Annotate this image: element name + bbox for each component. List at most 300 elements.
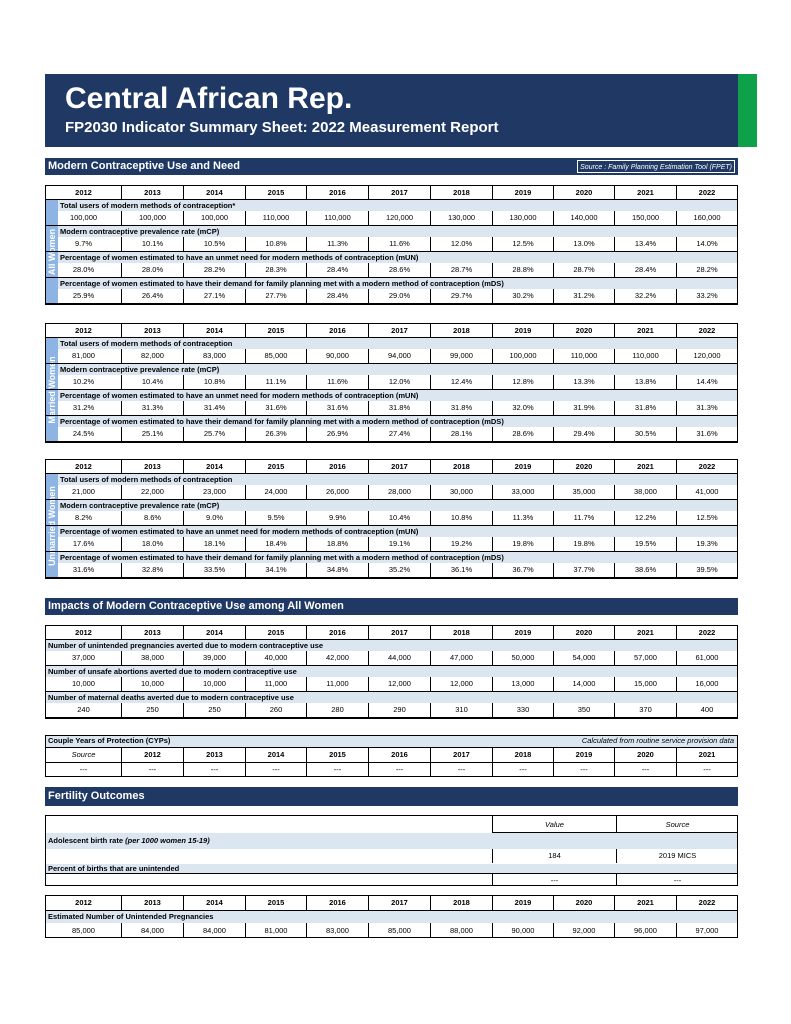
indicator-label: Modern contraceptive prevalence rate (mCP) (60, 501, 220, 510)
value-2014: 33.5% (183, 563, 245, 578)
year-header-2016: 2016 (306, 626, 368, 640)
section-bar-impacts (45, 598, 738, 615)
value-2020: 13.3% (553, 375, 614, 390)
value-2019: 13,000 (492, 677, 553, 692)
value-2017: 28.6% (368, 263, 430, 278)
abr-source: 2019 MICS (616, 849, 738, 863)
group-table-unmarried-women (45, 459, 738, 579)
value-2014: 25.7% (183, 427, 245, 442)
unintended-label: Percent of births that are unintended (48, 864, 180, 873)
year-header-2022: 2022 (676, 896, 737, 911)
cyp-header-4: 2015 (306, 748, 368, 763)
year-header-2020: 2020 (553, 896, 614, 911)
value-2019: 12.8% (492, 375, 553, 390)
est-value-2018: 88,000 (430, 923, 492, 938)
year-header-2018: 2018 (430, 896, 492, 911)
indicator-label: Modern contraceptive prevalence rate (mCP) (60, 365, 220, 374)
value-2015: 26.3% (245, 427, 306, 442)
indicator-value-row (46, 563, 737, 578)
value-2018: 19.2% (430, 537, 492, 552)
indicator-label-row (58, 364, 737, 375)
est-value-2016: 83,000 (306, 923, 368, 938)
value-2012: 10.2% (46, 375, 121, 390)
value-2022: 120,000 (676, 349, 737, 364)
year-header-2017: 2017 (368, 626, 430, 640)
section-title: Modern Contraceptive Use and Need (48, 160, 240, 172)
year-header-2019: 2019 (492, 324, 553, 338)
group-label: Married Women (47, 356, 57, 424)
cyp-value-3: --- (245, 763, 306, 777)
value-2017: 12.0% (368, 375, 430, 390)
value-row (46, 923, 737, 938)
value-2016: 18.8% (306, 537, 368, 552)
cyp-header-6: 2017 (430, 748, 492, 763)
value-2012: 31.2% (46, 401, 121, 416)
year-header-2021: 2021 (614, 460, 676, 474)
value-2015: 27.7% (245, 289, 306, 304)
value-2020: 350 (553, 703, 614, 718)
year-header-2022: 2022 (676, 626, 737, 640)
value-2013: 10.4% (121, 375, 183, 390)
value-2022: 12.5% (676, 511, 737, 526)
value-2014: 23,000 (183, 485, 245, 500)
cyp-header-2: 2013 (183, 748, 245, 763)
value-2013: 22,000 (121, 485, 183, 500)
value-2021: 30.5% (614, 427, 676, 442)
year-header-2016: 2016 (306, 460, 368, 474)
indicator-value-row (46, 677, 737, 692)
value-2017: 27.4% (368, 427, 430, 442)
cyp-header-5: 2016 (368, 748, 430, 763)
value-2018: 99,000 (430, 349, 492, 364)
year-header-2013: 2013 (121, 186, 183, 200)
value-2017: 44,000 (368, 651, 430, 666)
value-2019: 36.7% (492, 563, 553, 578)
value-2014: 9.0% (183, 511, 245, 526)
indicator-label: Total users of modern methods of contraception (60, 475, 233, 484)
value-2019: 130,000 (492, 211, 553, 226)
year-header-2020: 2020 (553, 186, 614, 200)
est-value-2019: 90,000 (492, 923, 553, 938)
year-header-row (46, 186, 737, 200)
year-header-2012: 2012 (46, 460, 121, 474)
value-2012: 31.6% (46, 563, 121, 578)
year-header-2012: 2012 (46, 626, 121, 640)
value-2021: 370 (614, 703, 676, 718)
cyp-value-7: --- (492, 763, 553, 777)
indicator-value-row (46, 511, 737, 526)
year-header-2020: 2020 (553, 626, 614, 640)
value-2021: 32.2% (614, 289, 676, 304)
value-2021: 110,000 (614, 349, 676, 364)
value-2021: 13.4% (614, 237, 676, 252)
year-header-2020: 2020 (553, 324, 614, 338)
value-2013: 10,000 (121, 677, 183, 692)
indicator-label-row (58, 474, 737, 485)
value-2018: 28.1% (430, 427, 492, 442)
year-header-2022: 2022 (676, 460, 737, 474)
value-2013: 26.4% (121, 289, 183, 304)
value-2019: 28.6% (492, 427, 553, 442)
value-2014: 39,000 (183, 651, 245, 666)
year-header-2013: 2013 (121, 460, 183, 474)
value-2014: 83,000 (183, 349, 245, 364)
indicator-label-row (58, 226, 737, 237)
year-header-2015: 2015 (245, 324, 306, 338)
report-subtitle: FP2030 Indicator Summary Sheet: 2022 Measurement Report (65, 119, 499, 136)
cyp-value-8: --- (553, 763, 614, 777)
value-2016: 110,000 (306, 211, 368, 226)
value-2021: 15,000 (614, 677, 676, 692)
value-2018: 130,000 (430, 211, 492, 226)
year-header-2019: 2019 (492, 460, 553, 474)
indicator-value-row (46, 703, 737, 718)
year-header-2012: 2012 (46, 896, 121, 911)
value-2015: 9.5% (245, 511, 306, 526)
indicator-label-row (58, 416, 737, 427)
year-header-2017: 2017 (368, 896, 430, 911)
indicator-label-row (58, 500, 737, 511)
cyp-header-1: 2012 (121, 748, 183, 763)
cyp-value-row (46, 763, 737, 777)
value-2020: 19.8% (553, 537, 614, 552)
fertility-header-row (46, 816, 737, 833)
value-col-header: Value (492, 816, 616, 833)
value-2017: 290 (368, 703, 430, 718)
value-2015: 11,000 (245, 677, 306, 692)
year-header-2012: 2012 (46, 324, 121, 338)
value-2016: 90,000 (306, 349, 368, 364)
indicator-label: Percentage of women estimated to have their demand for family planning met with a modern method of contraception (mDS) (60, 553, 504, 562)
unintended-label-row (46, 863, 737, 873)
value-2018: 12.4% (430, 375, 492, 390)
year-header-2015: 2015 (245, 186, 306, 200)
value-2016: 26,000 (306, 485, 368, 500)
cyp-value-4: --- (306, 763, 368, 777)
value-2017: 29.0% (368, 289, 430, 304)
value-2017: 94,000 (368, 349, 430, 364)
value-2022: 33.2% (676, 289, 737, 304)
cyp-value-10: --- (676, 763, 737, 777)
abr-label-text: Adolescent birth rate (48, 836, 124, 845)
value-2022: 16,000 (676, 677, 737, 692)
value-2015: 28.3% (245, 263, 306, 278)
value-2019: 330 (492, 703, 553, 718)
indicator-label-row (58, 390, 737, 401)
value-2018: 28.7% (430, 263, 492, 278)
value-2013: 100,000 (121, 211, 183, 226)
value-2015: 34.1% (245, 563, 306, 578)
value-2013: 28.0% (121, 263, 183, 278)
value-2017: 12,000 (368, 677, 430, 692)
indicator-label: Total users of modern methods of contraception* (60, 201, 236, 210)
value-2020: 140,000 (553, 211, 614, 226)
year-header-2021: 2021 (614, 324, 676, 338)
value-2014: 100,000 (183, 211, 245, 226)
value-2015: 18.4% (245, 537, 306, 552)
year-header-2019: 2019 (492, 896, 553, 911)
abr-value: 184 (492, 849, 616, 863)
value-2019: 19.8% (492, 537, 553, 552)
value-2017: 35.2% (368, 563, 430, 578)
year-header-2019: 2019 (492, 186, 553, 200)
value-2015: 31.6% (245, 401, 306, 416)
value-2013: 32.8% (121, 563, 183, 578)
value-2018: 47,000 (430, 651, 492, 666)
year-header-row (46, 324, 737, 338)
value-2017: 10.4% (368, 511, 430, 526)
year-header-2013: 2013 (121, 324, 183, 338)
value-2021: 57,000 (614, 651, 676, 666)
value-2013: 250 (121, 703, 183, 718)
value-2012: 37,000 (46, 651, 121, 666)
value-2014: 28.2% (183, 263, 245, 278)
value-2022: 61,000 (676, 651, 737, 666)
value-2022: 14.4% (676, 375, 737, 390)
value-2019: 50,000 (492, 651, 553, 666)
value-2018: 12.0% (430, 237, 492, 252)
value-2012: 28.0% (46, 263, 121, 278)
value-2012: 100,000 (46, 211, 121, 226)
abr-value-row (46, 849, 737, 863)
value-2021: 12.2% (614, 511, 676, 526)
value-2018: 10.8% (430, 511, 492, 526)
year-header-2012: 2012 (46, 186, 121, 200)
year-header-2018: 2018 (430, 626, 492, 640)
cyp-header-8: 2019 (553, 748, 614, 763)
value-2020: 31.2% (553, 289, 614, 304)
value-2021: 38.6% (614, 563, 676, 578)
source-note: Source : Family Planning Estimation Tool (FPET) (577, 160, 735, 173)
value-2021: 28.4% (614, 263, 676, 278)
value-2022: 400 (676, 703, 737, 718)
indicator-label-row (46, 911, 737, 923)
value-2016: 280 (306, 703, 368, 718)
value-2017: 28,000 (368, 485, 430, 500)
group-table-all-women (45, 185, 738, 305)
indicator-label: Number of unsafe abortions averted due to modern contraceptive use (48, 667, 297, 676)
value-2021: 19.5% (614, 537, 676, 552)
value-2014: 18.1% (183, 537, 245, 552)
est-value-2015: 81,000 (245, 923, 306, 938)
value-2014: 27.1% (183, 289, 245, 304)
year-header-2015: 2015 (245, 626, 306, 640)
year-header-2018: 2018 (430, 324, 492, 338)
unintended-value-row (46, 873, 737, 886)
cyp-header-9: 2020 (614, 748, 676, 763)
value-2015: 24,000 (245, 485, 306, 500)
cyp-value-5: --- (368, 763, 430, 777)
section-title: Impacts of Modern Contraceptive Use among All Women (48, 600, 344, 612)
cyp-value-6: --- (430, 763, 492, 777)
value-2017: 120,000 (368, 211, 430, 226)
value-2012: 25.9% (46, 289, 121, 304)
value-2020: 110,000 (553, 349, 614, 364)
cyp-header-0: Source (46, 748, 121, 763)
indicator-label-row (46, 692, 737, 703)
value-2014: 10.5% (183, 237, 245, 252)
value-2019: 12.5% (492, 237, 553, 252)
report-header (45, 74, 738, 147)
value-2018: 29.7% (430, 289, 492, 304)
est-value-2021: 96,000 (614, 923, 676, 938)
cyp-value-9: --- (614, 763, 676, 777)
value-2022: 14.0% (676, 237, 737, 252)
value-2021: 31.8% (614, 401, 676, 416)
indicator-value-row (46, 401, 737, 416)
value-2020: 11.7% (553, 511, 614, 526)
value-2016: 9.9% (306, 511, 368, 526)
value-2017: 31.8% (368, 401, 430, 416)
value-2015: 10.8% (245, 237, 306, 252)
value-2018: 36.1% (430, 563, 492, 578)
value-2012: 81,000 (46, 349, 121, 364)
header-accent-stripe (738, 74, 757, 147)
est-value-2014: 84,000 (183, 923, 245, 938)
value-2012: 9.7% (46, 237, 121, 252)
group-label: Unmarried Women (47, 486, 57, 566)
year-header-2016: 2016 (306, 324, 368, 338)
value-2013: 31.3% (121, 401, 183, 416)
year-header-2014: 2014 (183, 626, 245, 640)
est-value-2013: 84,000 (121, 923, 183, 938)
value-2016: 31.6% (306, 401, 368, 416)
indicator-value-row (46, 237, 737, 252)
indicator-label: Percentage of women estimated to have their demand for family planning met with a modern method of contraception (mDS) (60, 279, 504, 288)
group-table-married-women (45, 323, 738, 443)
value-2013: 8.6% (121, 511, 183, 526)
value-2019: 30.2% (492, 289, 553, 304)
value-2022: 39.5% (676, 563, 737, 578)
value-2016: 28.4% (306, 289, 368, 304)
cyp-note: Calculated from routine service provision data (581, 736, 734, 745)
indicator-label: Percentage of women estimated to have an unmet need for modern methods of contraception (mUN) (60, 527, 419, 536)
value-2013: 18.0% (121, 537, 183, 552)
indicator-label: Percentage of women estimated to have their demand for family planning met with a modern method of contraception (mDS) (60, 417, 504, 426)
year-header-2015: 2015 (245, 896, 306, 911)
year-header-row (46, 626, 737, 640)
year-header-2020: 2020 (553, 460, 614, 474)
value-2014: 10.8% (183, 375, 245, 390)
value-2019: 32.0% (492, 401, 553, 416)
abr-label-row (46, 833, 737, 849)
value-2015: 85,000 (245, 349, 306, 364)
indicator-value-row (46, 263, 737, 278)
cyp-value-1: --- (121, 763, 183, 777)
indicator-label-row (58, 278, 737, 289)
year-header-2013: 2013 (121, 896, 183, 911)
value-2016: 42,000 (306, 651, 368, 666)
abr-label-unit: (per 1000 women 15-19) (125, 836, 210, 845)
year-header-2015: 2015 (245, 460, 306, 474)
indicator-label-row (58, 526, 737, 537)
fertility-table (45, 815, 738, 886)
unintended-source: --- (616, 874, 738, 886)
value-2014: 31.4% (183, 401, 245, 416)
value-2018: 12,000 (430, 677, 492, 692)
indicator-value-row (46, 651, 737, 666)
abr-label (48, 833, 210, 849)
indicator-label: Percentage of women estimated to have an unmet need for modern methods of contraception (mUN) (60, 253, 419, 262)
value-2016: 28.4% (306, 263, 368, 278)
value-2012: 21,000 (46, 485, 121, 500)
indicator-value-row (46, 485, 737, 500)
value-2016: 11,000 (306, 677, 368, 692)
value-2019: 28.8% (492, 263, 553, 278)
year-header-2017: 2017 (368, 324, 430, 338)
cyp-title-row (46, 736, 737, 748)
year-header-row (46, 896, 737, 911)
indicator-label: Total users of modern methods of contraception (60, 339, 233, 348)
indicator-value-row (46, 211, 737, 226)
est-value-2012: 85,000 (72, 926, 95, 935)
value-2015: 11.1% (245, 375, 306, 390)
impacts-table (45, 625, 738, 719)
indicator-value-row (46, 289, 737, 304)
year-header-2021: 2021 (614, 186, 676, 200)
country-title: Central African Rep. (65, 82, 353, 115)
value-2018: 310 (430, 703, 492, 718)
year-header-2022: 2022 (676, 186, 737, 200)
value-2017: 19.1% (368, 537, 430, 552)
unintended-value: --- (492, 874, 616, 886)
value-2012: 24.5% (46, 427, 121, 442)
value-2015: 110,000 (245, 211, 306, 226)
cyp-table (45, 735, 738, 777)
indicator-label: Modern contraceptive prevalence rate (mCP) (60, 227, 220, 236)
value-2022: 31.3% (676, 401, 737, 416)
value-2018: 31.8% (430, 401, 492, 416)
cyp-value-0: --- (79, 765, 88, 774)
est-value-2020: 92,000 (553, 923, 614, 938)
value-2020: 29.4% (553, 427, 614, 442)
value-2015: 40,000 (245, 651, 306, 666)
cyp-header-3: 2014 (245, 748, 306, 763)
value-2013: 25.1% (121, 427, 183, 442)
year-header-2018: 2018 (430, 460, 492, 474)
est-value-2017: 85,000 (368, 923, 430, 938)
value-2016: 11.3% (306, 237, 368, 252)
value-2022: 41,000 (676, 485, 737, 500)
year-header-2016: 2016 (306, 186, 368, 200)
value-2020: 13.0% (553, 237, 614, 252)
value-2015: 260 (245, 703, 306, 718)
year-header-2018: 2018 (430, 186, 492, 200)
year-header-2013: 2013 (121, 626, 183, 640)
unintended-pregnancies-table (45, 895, 738, 938)
source-col-header: Source (616, 816, 738, 833)
value-2020: 37.7% (553, 563, 614, 578)
value-2021: 150,000 (614, 211, 676, 226)
value-2022: 28.2% (676, 263, 737, 278)
section-bar-use-need (45, 158, 738, 175)
est-value-2022: 97,000 (676, 923, 737, 938)
value-2020: 54,000 (553, 651, 614, 666)
cyp-header-7: 2018 (492, 748, 553, 763)
cyp-title: Couple Years of Protection (CYPs) (48, 736, 171, 745)
year-header-2014: 2014 (183, 896, 245, 911)
value-2020: 31.9% (553, 401, 614, 416)
value-2012: 10,000 (46, 677, 121, 692)
cyp-header-10: 2021 (676, 748, 737, 763)
value-2013: 10.1% (121, 237, 183, 252)
indicator-value-row (46, 375, 737, 390)
value-2017: 11.6% (368, 237, 430, 252)
year-header-2022: 2022 (676, 324, 737, 338)
indicator-label-row (58, 252, 737, 263)
value-2020: 35,000 (553, 485, 614, 500)
value-2013: 38,000 (121, 651, 183, 666)
